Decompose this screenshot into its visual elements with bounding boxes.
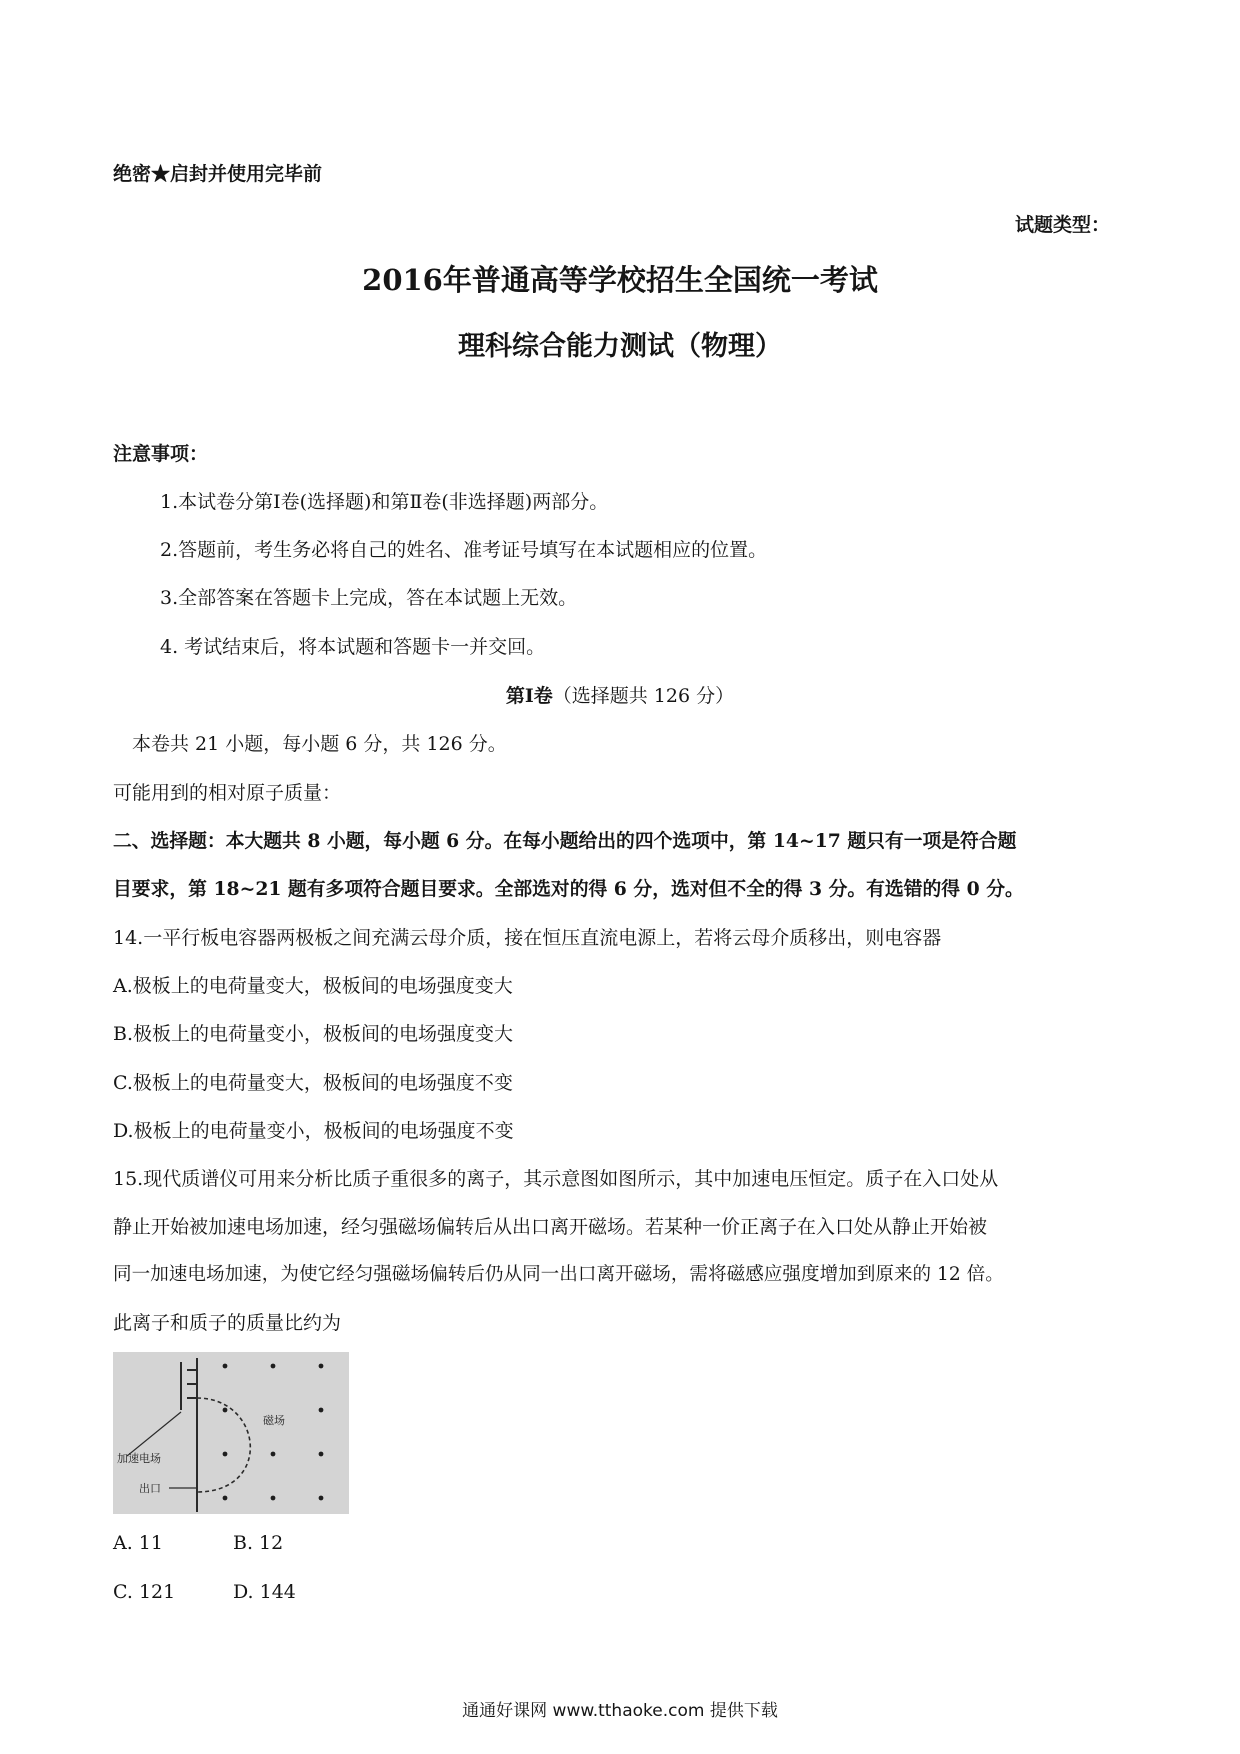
q15-options-row1	[113, 1530, 283, 1556]
magnetic-field-label: 磁场	[263, 1414, 285, 1427]
exit-label: 出口	[139, 1482, 161, 1495]
q15-stem-line4: 此离子和质子的质量比约为	[113, 1312, 342, 1334]
accel-field-label: 加速电场	[117, 1452, 161, 1465]
exam-subtitle: 理科综合能力测试（物理）	[458, 331, 782, 362]
exam-title: 2016年普通高等学校招生全国统一考试	[362, 263, 878, 297]
mass-spectrometer-figure	[113, 1352, 349, 1514]
q14-option-b: B.极板上的电荷量变小，极板间的电场强度变大	[113, 1023, 514, 1045]
volume1-heading-rest: （选择题共 126 分）	[552, 685, 735, 707]
volume1-heading	[0, 683, 1240, 709]
mass-spectrometer-diagram	[113, 1352, 349, 1514]
note-item-4: 4. 考试结束后，将本试题和答题卡一并交回。	[160, 636, 546, 658]
section2-instructions-line1: 二、选择题：本大题共 8 小题，每小题 6 分。在每小题给出的四个选项中，第 14~17 题只有一项是符合题	[113, 830, 1017, 852]
q15-option-c: C. 121	[113, 1581, 176, 1603]
q15-stem-line1: 15.现代质谱仪可用来分析比质子重很多的离子，其示意图如图所示，其中加速电压恒定。质子在入口处从	[113, 1168, 999, 1190]
note-item-3: 3.全部答案在答题卡上完成，答在本试题上无效。	[160, 587, 578, 609]
q14-option-c: C.极板上的电荷量变大，极板间的电场强度不变	[113, 1072, 513, 1094]
q15-stem-line2: 静止开始被加速电场加速，经匀强磁场偏转后从出口离开磁场。若某种一价正离子在入口处从静止开始被	[113, 1216, 988, 1238]
note-item-1: 1.本试卷分第Ⅰ卷(选择题)和第Ⅱ卷(非选择题)两部分。	[160, 491, 609, 513]
exam-type-label: 试题类型：	[1014, 214, 1110, 236]
note-item-2: 2.答题前，考生务必将自己的姓名、准考证号填写在本试题相应的位置。	[160, 539, 768, 561]
volume1-desc: 本卷共 21 小题，每小题 6 分，共 126 分。	[132, 733, 507, 755]
atomic-mass-label: 可能用到的相对原子质量：	[113, 782, 342, 804]
q15-options-row2	[113, 1579, 296, 1605]
q15-stem-line3: 同一加速电场加速，为使它经匀强磁场偏转后仍从同一出口离开磁场，需将磁感应强度增加到原来的 12 倍。	[113, 1264, 1004, 1285]
footer-text: 通通好课网 www.tthaoke.com 提供下载	[462, 1701, 778, 1721]
section2-instructions-line2: 目要求，第 18~21 题有多项符合题目要求。全部选对的得 6 分，选对但不全的得 3 分。有选错的得 0 分。	[113, 878, 1024, 900]
confidential-label: 绝密★启封并使用完毕前	[113, 163, 323, 185]
q15-option-a: A. 11	[113, 1532, 163, 1554]
notes-heading: 注意事项：	[113, 443, 209, 465]
q14-stem: 14.一平行板电容器两极板之间充满云母介质，接在恒压直流电源上，若将云母介质移出，则电容器	[113, 927, 942, 949]
q15-option-b: B. 12	[233, 1532, 284, 1554]
volume1-heading-bold: 第Ⅰ卷	[505, 685, 553, 707]
q15-option-d: D. 144	[233, 1581, 296, 1603]
q14-option-d: D.极板上的电荷量变小，极板间的电场强度不变	[113, 1120, 514, 1142]
q14-option-a: A.极板上的电荷量变大，极板间的电场强度变大	[113, 975, 513, 997]
